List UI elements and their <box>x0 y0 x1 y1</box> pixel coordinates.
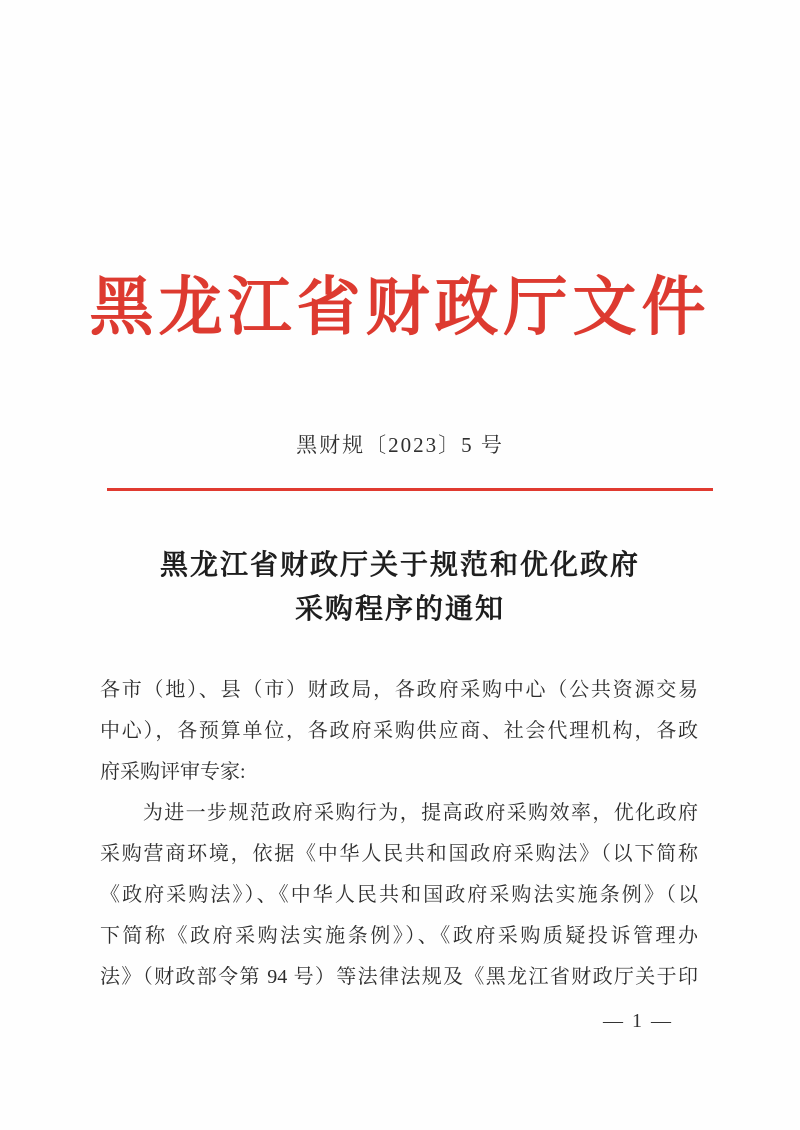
letterhead-title: 黑龙江省财政厅文件 <box>89 272 711 343</box>
document-title <box>0 544 800 632</box>
body-line: 中心），各预算单位，各政府采购供应商、社会代理机构，各政 <box>100 720 698 742</box>
body-line: 法》（财政部令第 94 号）等法律法规及《黑龙江省财政厅关于印 <box>100 966 698 988</box>
document-title-line1: 黑龙江省财政厅关于规范和优化政府 <box>159 550 640 581</box>
document-body <box>100 670 698 998</box>
body-line: 下简称《政府采购法实施条例》）、《政府采购质疑投诉管理办 <box>100 925 698 947</box>
body-line: 各市（地）、县（市）财政局，各政府采购中心（公共资源交易 <box>100 679 698 701</box>
body-line: 采购营商环境，依据《中华人民共和国政府采购法》（以下简称 <box>100 843 698 865</box>
document-number: 黑财规〔2023〕5 号 <box>296 433 504 457</box>
body-line: 府采购评审专家: <box>100 761 246 783</box>
red-divider-rule <box>107 488 713 491</box>
document-title-line2: 采购程序的通知 <box>294 594 505 625</box>
page-number: — 1 — <box>603 1010 673 1032</box>
body-line: 《政府采购法》）、《中华人民共和国政府采购法实施条例》（以 <box>100 884 698 906</box>
body-line: 为进一步规范政府采购行为，提高政府采购效率，优化政府 <box>100 802 698 824</box>
